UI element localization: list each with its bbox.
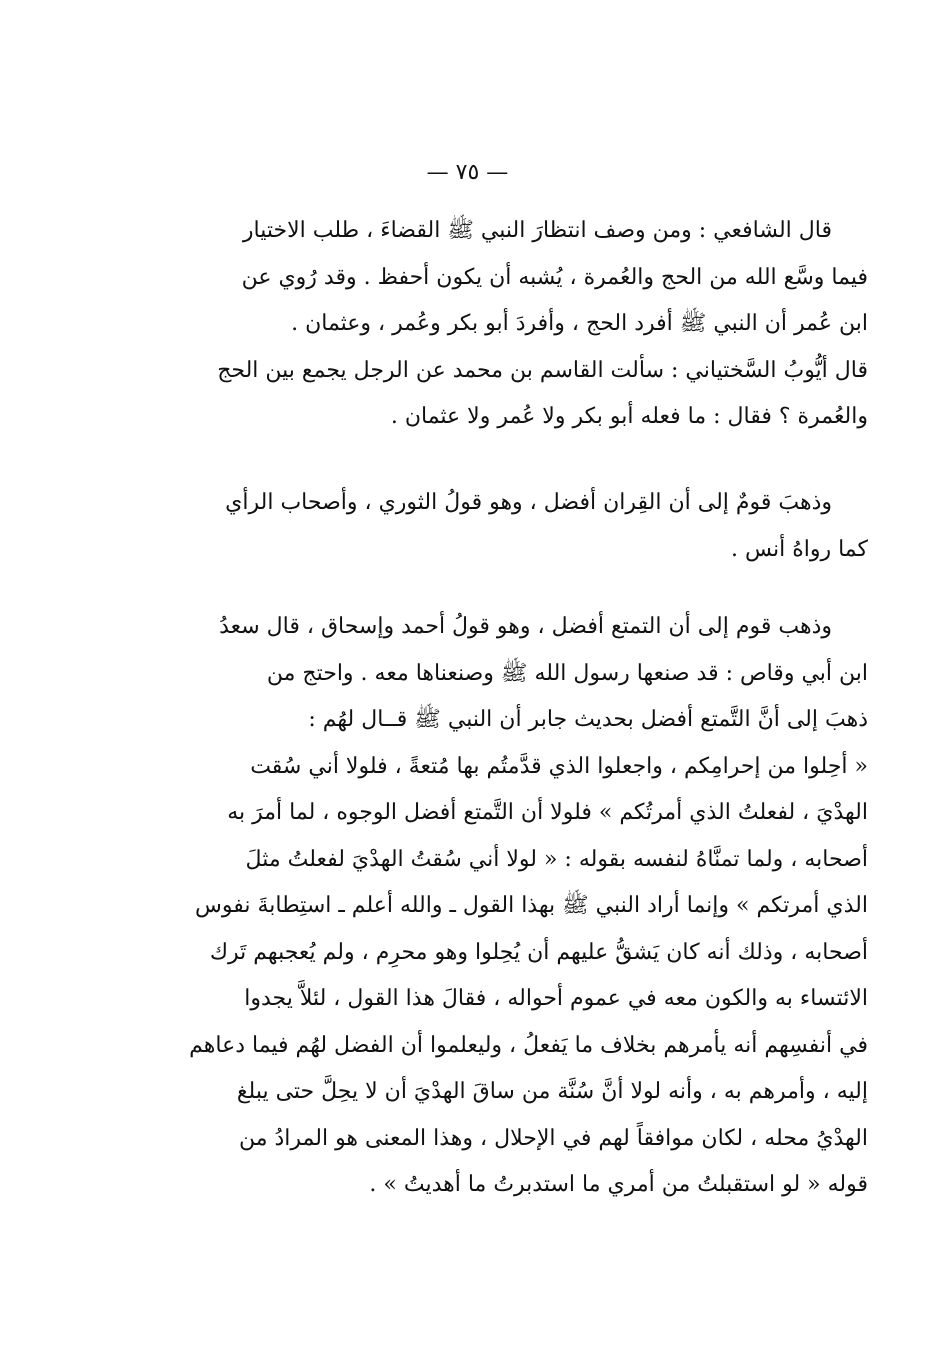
text-line: قوله « لو استقبلتُ من أمري ما استدبرتُ ما أهديتُ » . [369, 1172, 868, 1197]
text-line: فيما وسَّع الله من الحج والعُمرة ، يُشبه أن يكون أحفظ . وقد رُوي عن [241, 264, 868, 290]
page-number: — ٧٥ — [426, 160, 509, 185]
text-line: الهدْيُ محله ، لكان موافقاً لهم في الإحلال ، وهذا المعنى هو المرادُ من [238, 1125, 868, 1151]
paragraph-shafii-ifrad [150, 208, 868, 441]
text-line: قال أيُّوبُ السَّختياني : سألت القاسم بن محمد عن الرجل يجمع بين الحج [217, 357, 868, 383]
text-line: وذهب قوم إلى أن التمتع أفضل ، وهو قولُ أحمد وإسحاق ، قال سعدُ [219, 614, 832, 639]
text-line: كما رواهُ أنس . [730, 536, 868, 562]
text-line: أصحابه ، وذلك أنه كان يَشقُّ عليهم أن يُحِلوا وهو محرِم ، ولم يُعجبهم تَرك [209, 939, 868, 965]
text-line: في أنفسِهم أنه يأمرهم بخلاف ما يَفعلُ ، وليعلموا أن الفضل لهُم فيما دعاهم [189, 1032, 868, 1058]
text-line: والعُمرة ؟ فقال : ما فعله أبو بكر ولا عُمر ولا عثمان . [390, 404, 868, 429]
text-line: ذهبَ إلى أنَّ التَّمتع أفضل بحديث جابر أن النبي ﷺ قــال لهُم : [308, 707, 868, 732]
text-line: « أحِلوا من إحرامِكم ، واجعلوا الذي قدَّمتُم بها مُتعةً ، فلولا أني سُقت [250, 753, 868, 779]
text-line: قال الشافعي : ومن وصف انتظارَ النبي ﷺ القضاءَ ، طلب الاختيار [242, 218, 832, 243]
text-line: إليه ، وأمرهم به ، وأنه لولا أنَّ سُنَّة من ساقَ الهدْيَ أن لا يحِلَّ حتى يبلغ [236, 1079, 868, 1104]
paragraph-tamattu [150, 604, 868, 1209]
text-line: الهدْيَ ، لفعلتُ الذي أمرتُكم » فلولا أن التَّمتع أفضل الوجوه ، لما أمرَ به [227, 800, 868, 825]
text-line: ابن أبي وقاص : قد صنعها رسول الله ﷺ وصنعناها معه . واحتج من [266, 660, 868, 686]
text-line: الذي أمرتكم » وإنما أراد النبي ﷺ بهذا القول ـ والله أعلم ـ استِطابةَ نفوس [195, 893, 868, 918]
paragraph-qiran [150, 480, 868, 573]
text-line: ابن عُمر أن النبي ﷺ أفرد الحج ، وأفردَ أبو بكر وعُمر ، وعثمان . [291, 311, 868, 336]
text-line: وذهبَ قومٌ إلى أن القِران أفضل ، وهو قولُ الثوري ، وأصحاب الرأي [225, 490, 832, 515]
text-line: الائتساء به والكون معه في عموم أحواله ، فقالَ هذا القول ، لئلاَّ يجدوا [244, 986, 868, 1011]
text-line: أصحابه ، ولما تمنَّاهُ لنفسه بقوله : « لولا أني سُقتُ الهدْيَ لفعلتُ مثلَ [245, 846, 868, 872]
